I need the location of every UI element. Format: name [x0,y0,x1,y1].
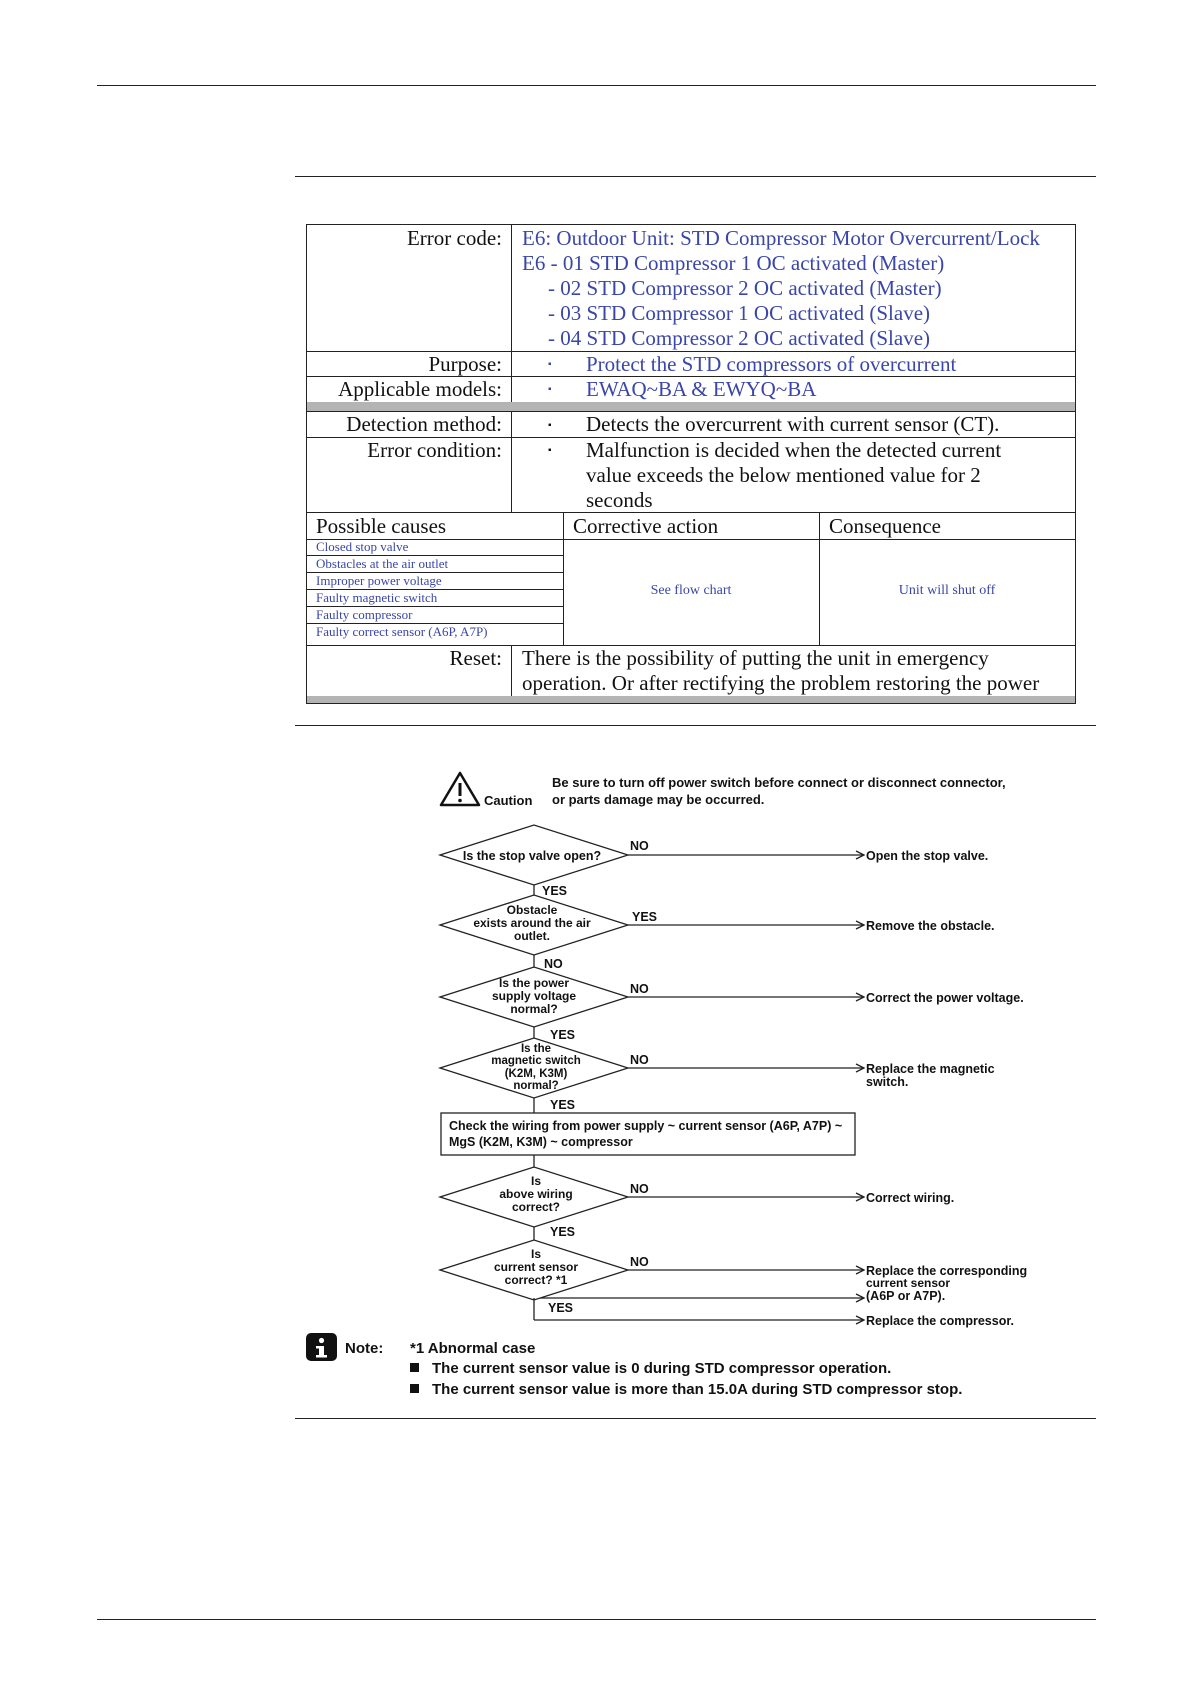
decision-text: correct? *1 [504,1273,568,1287]
outcome-text: Open the stop valve. [866,849,989,863]
corrective-action-value: See flow chart [650,583,732,598]
decision-text: Is the [520,1043,552,1055]
header-action: Corrective action [573,514,719,538]
bullet-icon: ▪ [548,359,552,370]
condition-label: Error condition: [307,437,512,512]
bullet-icon: ▪ [548,420,552,431]
bullet-icon: ▪ [548,384,552,395]
note-bullet-icon [410,1363,419,1372]
models-value: EWAQ~BA & EWYQ~BA [586,377,817,401]
consequence-value: Unit will shut off [898,583,996,598]
final-yes-label: YES [548,1301,574,1315]
outcome-text: Correct wiring. [866,1191,955,1205]
decision-text: exists around the air [473,916,591,930]
outcome-text: Replace the magnetic [866,1062,995,1076]
branch-label: YES [632,910,658,924]
header-consequence: Consequence [829,514,941,538]
condition-line: Malfunction is decided when the detected current [586,438,1002,462]
error-code-line: E6: Outdoor Unit: STD Compressor Motor Overcurrent/Lock [522,226,1040,250]
caution-icon [441,773,479,805]
condition-line: value exceeds the below mentioned value for 2 [586,463,981,487]
decision-text: supply voltage [491,989,577,1003]
note-item: The current sensor value is 0 during STD compressor operation. [432,1360,892,1377]
decision-text: magnetic switch [491,1055,581,1067]
branch-label: NO [630,839,649,853]
outcome-text: (A6P or A7P). [866,1289,946,1303]
decision-text: (K2M, K3M) [504,1068,568,1080]
purpose-label: Purpose: [307,351,512,376]
bullet-icon: ▪ [548,445,552,456]
reset-line: There is the possibility of putting the unit in emergency [522,646,989,670]
cause-item: Improper power voltage [307,573,563,590]
decision-text: normal? [513,1080,559,1092]
decision-text: current sensor [493,1260,579,1274]
outcome-text: Correct the power voltage. [866,991,1024,1005]
branch-label: NO [630,1255,649,1269]
note-bullet-icon [410,1384,419,1393]
outcome-text: switch. [866,1075,909,1089]
outcome-text: Replace the corresponding [866,1264,1028,1278]
reset-line: operation. Or after rectifying the problem restoring the power [522,671,1040,695]
final-outcome: Replace the compressor. [866,1314,1014,1328]
branch-label: NO [630,1182,649,1196]
outcome-text: Remove the obstacle. [866,919,995,933]
detection-label: Detection method: [307,412,512,437]
reset-label: Reset: [307,645,512,696]
error-code-label: Error code: [307,225,512,351]
error-code-line: E6 - 01 STD Compressor 1 OC activated (Master) [522,251,945,275]
down-label: NO [544,957,563,971]
down-label: YES [542,884,568,898]
error-code-line: - 03 STD Compressor 1 OC activated (Slave) [548,301,931,325]
cause-item: Faulty compressor [307,607,563,624]
decision-text: normal? [510,1002,558,1016]
cause-item: Closed stop valve [307,539,563,556]
down-label: YES [550,1098,576,1112]
cause-item: Faulty correct sensor (A6P, A7P) [316,624,488,639]
caution-text: Be sure to turn off power switch before connect or disconnect connector, [552,775,1006,790]
header-causes: Possible causes [316,514,447,538]
note-item: The current sensor value is more than 15.0A during STD compressor stop. [432,1381,963,1398]
detection-value: Detects the overcurrent with current sensor (CT). [586,412,1000,436]
caution-text: or parts damage may be occurred. [552,792,765,807]
check-box-text: MgS (K2M, K3M) ~ compressor [449,1135,633,1149]
purpose-value: Protect the STD compressors of overcurrent [586,352,957,376]
decision-text: Is the power [498,976,570,990]
models-label: Applicable models: [307,376,512,402]
condition-line: seconds [586,488,653,512]
decision-text: Is [530,1174,542,1188]
info-icon [306,1333,337,1361]
note-title: *1 Abnormal case [410,1340,536,1357]
decision-text: correct? [511,1200,561,1214]
outcome-text: current sensor [866,1276,951,1290]
down-label: YES [550,1225,576,1239]
decision-text: above wiring [499,1187,573,1201]
cause-item: Faulty magnetic switch [307,590,563,607]
caution-label: Caution [484,793,533,808]
cause-item: Obstacles at the air outlet [307,556,563,573]
note-label: Note: [345,1340,384,1357]
down-label: YES [550,1028,576,1042]
error-code-line: - 04 STD Compressor 2 OC activated (Slave) [548,326,931,350]
decision-text: Is [530,1247,542,1261]
decision-text: Obstacle [506,903,558,917]
error-code-line: - 02 STD Compressor 2 OC activated (Master) [548,276,942,300]
check-box-text: Check the wiring from power supply ~ current sensor (A6P, A7P) ~ [449,1119,843,1133]
branch-label: NO [630,1053,649,1067]
decision-text: Is the stop valve open? [462,849,602,863]
branch-label: NO [630,982,649,996]
decision-text: outlet. [514,929,550,943]
